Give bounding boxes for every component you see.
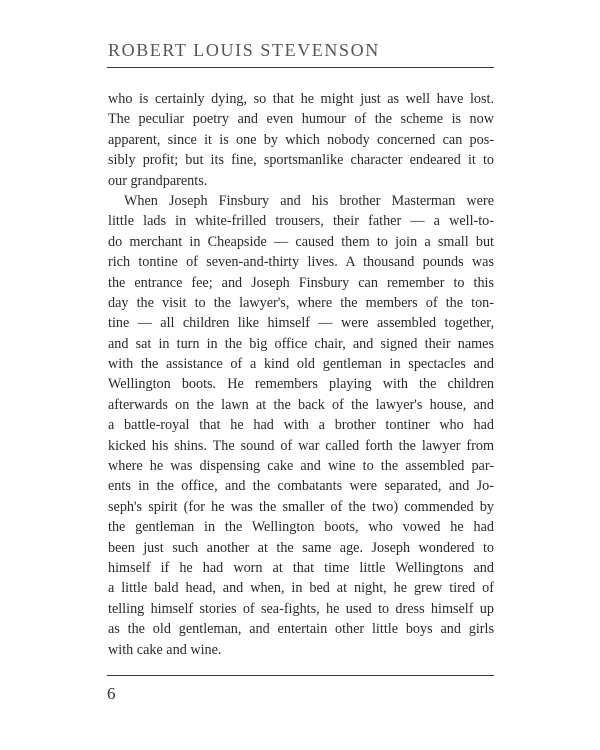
- text-line: and sat in turn in the big office chair, and signed their names: [108, 335, 494, 352]
- text-line: the entrance fee; and Joseph Finsbury can remember to this: [108, 274, 494, 291]
- page-number: 6: [107, 684, 116, 703]
- text-line: seph's spirit (for he was the smaller of the two) commended by: [108, 498, 494, 515]
- text-line: been just such another at the same age. Joseph wondered to: [108, 539, 494, 556]
- text-line: with the assistance of a kind old gentleman in spectacles and: [108, 356, 494, 373]
- text-line: afterwards on the lawn at the back of the lawyer's house, and: [108, 396, 494, 413]
- body-text: [108, 89, 494, 660]
- text-line: ents in the office, and the combatants were separated, and Jo-: [108, 478, 494, 495]
- header-rule: [107, 67, 494, 68]
- text-line: as the old gentleman, and entertain other little boys and girls: [108, 621, 494, 638]
- text-line: himself if he had worn at that time little Wellingtons and: [108, 559, 494, 576]
- text-line: rich tontine of seven-and-thirty lives. A thousand pounds was: [108, 254, 494, 271]
- footer-rule: [107, 675, 494, 676]
- text-line: the gentleman in the Wellington boots, who vowed he had: [108, 519, 494, 536]
- running-head: ROBERT LOUIS STEVENSON: [108, 40, 380, 60]
- paragraph: [108, 191, 494, 660]
- paragraph: [108, 89, 494, 191]
- text-line: Wellington boots. He remembers playing with the children: [108, 376, 494, 393]
- text-line: tine — all children like himself — were assembled together,: [108, 315, 494, 332]
- text-line: where he was dispensing cake and wine to the assembled par-: [108, 458, 494, 475]
- text-line: do merchant in Cheapside — caused them to join a small but: [108, 233, 494, 250]
- text-line: When Joseph Finsbury and his brother Masterman were: [124, 192, 494, 209]
- text-line: The peculiar poetry and even humour of the scheme is now: [108, 111, 494, 128]
- text-line: a little bald head, and when, in bed at night, he grew tired of: [108, 580, 494, 597]
- text-line: with cake and wine.: [108, 641, 222, 658]
- text-line: apparent, since it is one by which nobody concerned can pos-: [108, 131, 494, 148]
- text-line: a battle-royal that he had with a brother tontiner who had: [108, 417, 494, 434]
- text-line: who is certainly dying, so that he might just as well have lost.: [108, 91, 494, 107]
- text-line: little lads in white-frilled trousers, their father — a well-to-: [108, 213, 494, 230]
- text-line: telling himself stories of sea-fights, he used to dress himself up: [108, 600, 494, 617]
- text-line: day the visit to the lawyer's, where the members of the ton-: [108, 294, 494, 311]
- text-line: kicked his shins. The sound of war called forth the lawyer from: [108, 437, 494, 454]
- text-line: our grandparents.: [108, 172, 208, 189]
- text-line: sibly profit; but its fine, sportsmanlike character endeared it to: [108, 152, 494, 169]
